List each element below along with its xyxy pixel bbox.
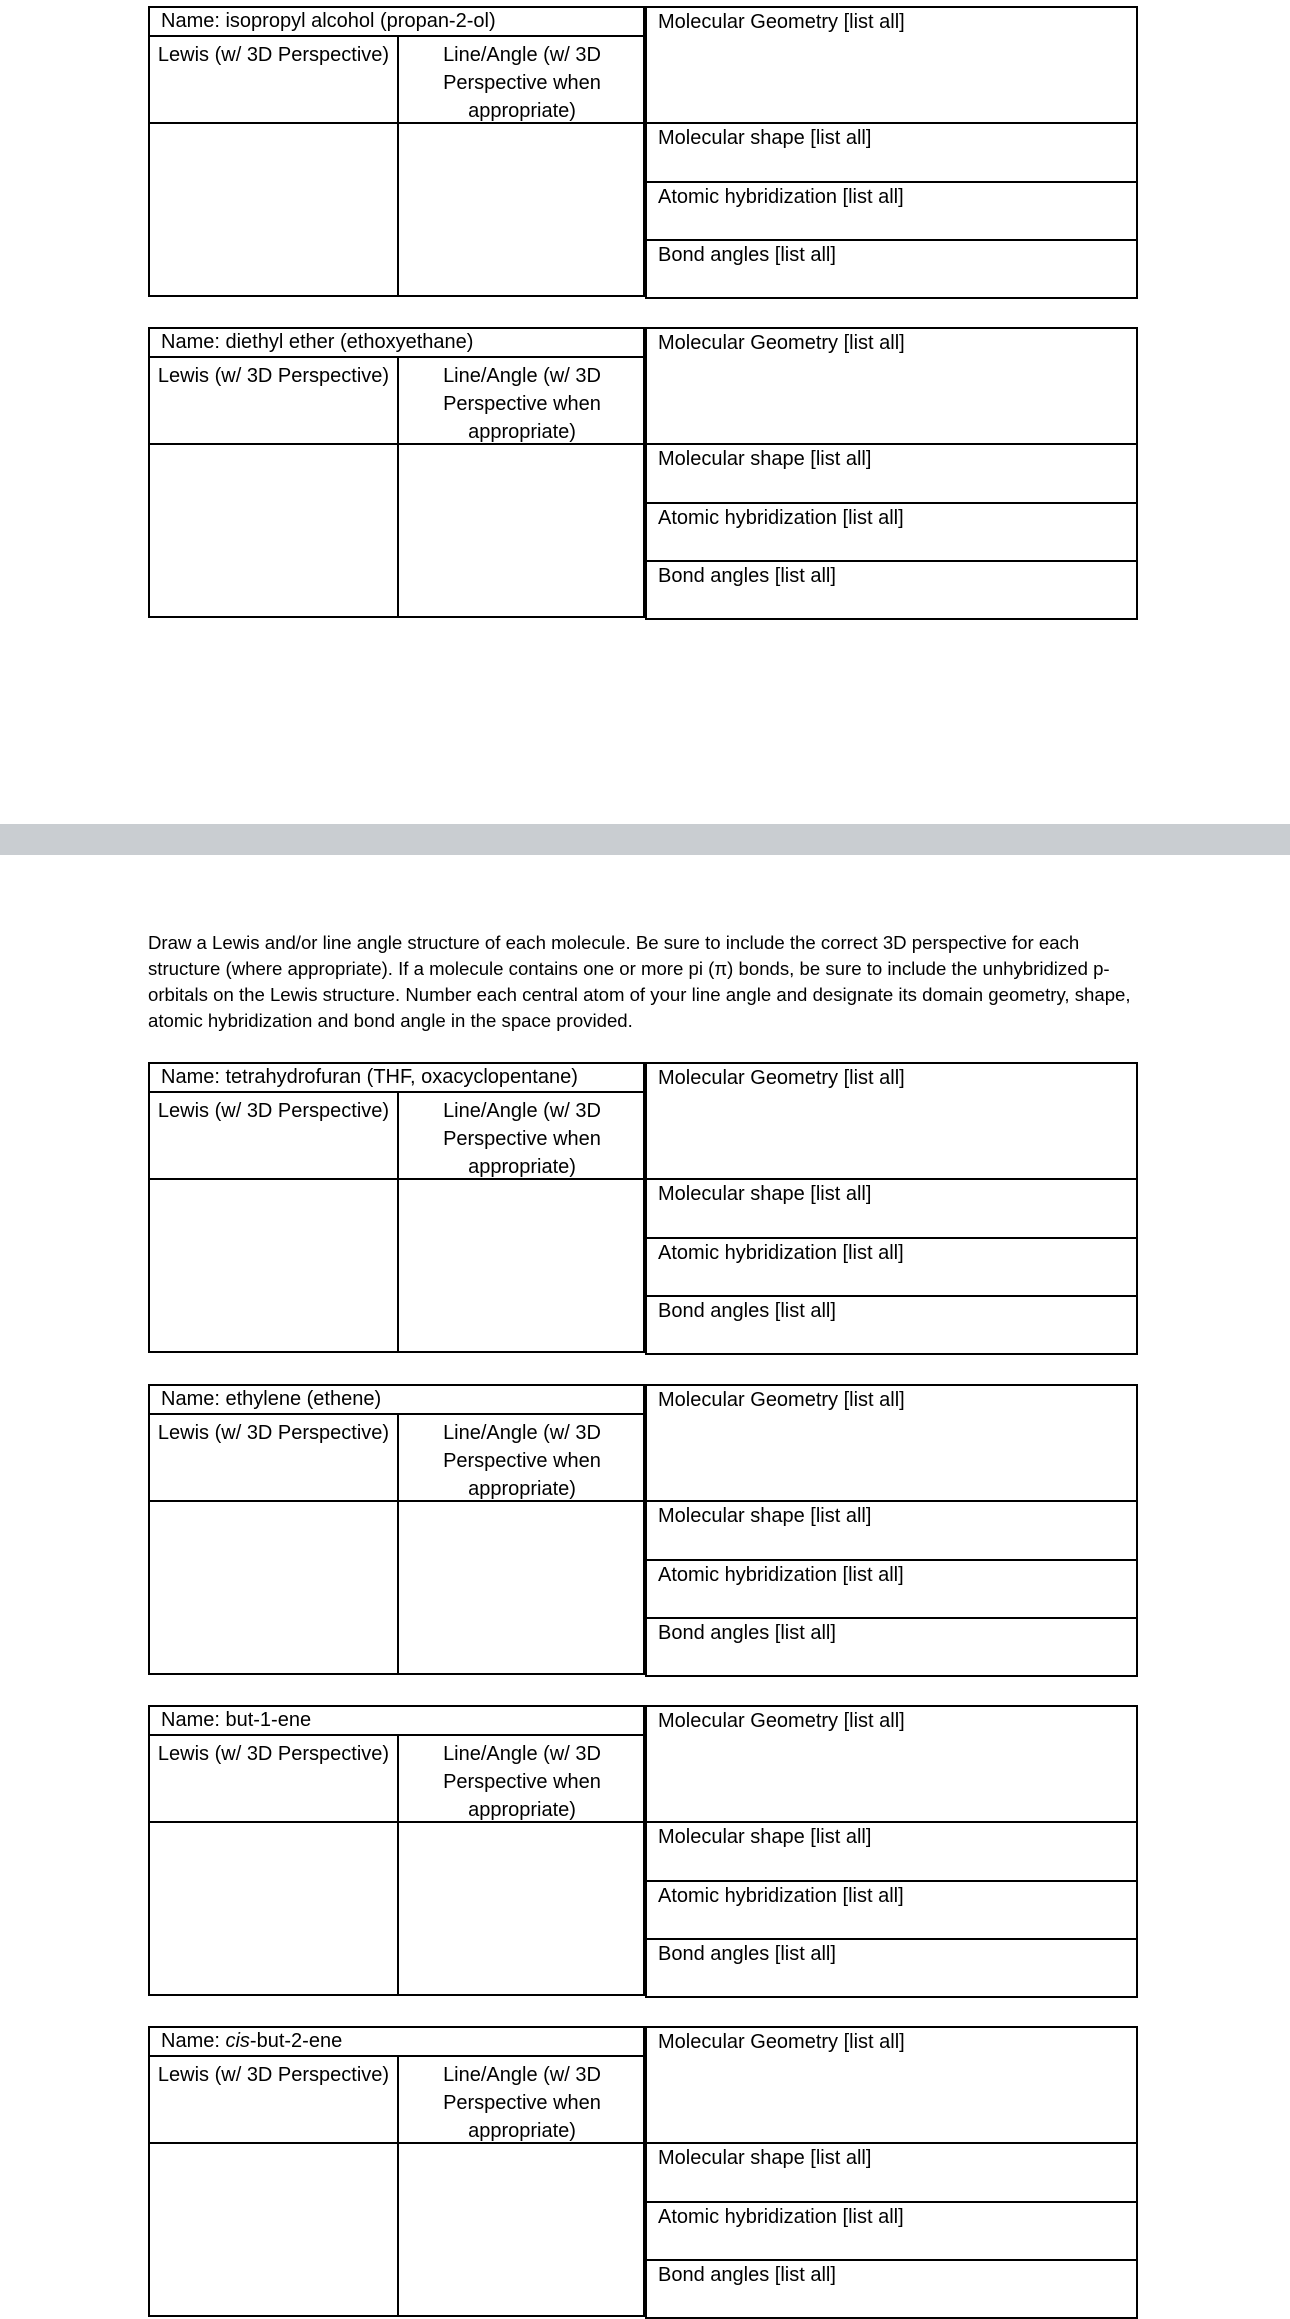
molecule-name-value: isopropyl alcohol (propan-2-ol)	[225, 10, 496, 32]
properties-panel	[645, 1705, 1138, 1998]
name-label: Name:	[161, 10, 226, 32]
structure-panel	[148, 2026, 645, 2317]
properties-panel	[645, 2026, 1138, 2319]
molecule-worksheet	[148, 1384, 1138, 1677]
bond-angles-cell: Bond angles [list all]	[658, 1622, 836, 1644]
molecule-name	[150, 1386, 643, 1415]
molecular-geometry-cell: Molecular Geometry [list all]	[647, 1064, 1136, 1180]
name-label: Name:	[161, 1709, 226, 1731]
molecular-geometry-cell: Molecular Geometry [list all]	[647, 1386, 1136, 1502]
atomic-hybridization-cell: Atomic hybridization [list all]	[647, 504, 1136, 562]
structure-panel	[148, 1062, 645, 1353]
molecular-shape-cell: Molecular shape [list all]	[647, 124, 1136, 183]
bond-angles-cell: Bond angles [list all]	[658, 2264, 836, 2286]
molecule-name-value: diethyl ether (ethoxyethane)	[225, 331, 474, 353]
bond-angles-cell: Bond angles [list all]	[658, 1300, 836, 1322]
molecule-name	[150, 1707, 643, 1736]
molecule-name-value: -but-2-ene	[249, 2030, 343, 2052]
molecular-geometry-cell: Molecular Geometry [list all]	[647, 8, 1136, 124]
line-angle-header: Line/Angle (w/ 3D Perspective when appropriate)	[443, 1743, 601, 1821]
molecular-geometry-cell: Molecular Geometry [list all]	[647, 2028, 1136, 2144]
structure-panel	[148, 6, 645, 297]
atomic-hybridization-cell: Atomic hybridization [list all]	[647, 2203, 1136, 2261]
molecule-worksheet	[148, 2026, 1138, 2319]
lewis-header: Lewis (w/ 3D Perspective)	[157, 1422, 390, 1444]
lewis-header: Lewis (w/ 3D Perspective)	[157, 1743, 390, 1765]
molecule-worksheet	[148, 6, 1138, 299]
molecule-worksheet	[148, 1062, 1138, 1355]
lewis-header: Lewis (w/ 3D Perspective)	[157, 365, 390, 387]
name-label: Name:	[161, 1066, 226, 1088]
name-label: Name:	[161, 2030, 226, 2052]
structure-panel	[148, 1705, 645, 1996]
molecular-geometry-cell: Molecular Geometry [list all]	[647, 1707, 1136, 1823]
properties-panel	[645, 327, 1138, 620]
molecular-shape-cell: Molecular shape [list all]	[647, 1823, 1136, 1882]
atomic-hybridization-cell: Atomic hybridization [list all]	[647, 1239, 1136, 1297]
line-angle-header: Line/Angle (w/ 3D Perspective when appropriate)	[443, 365, 601, 443]
structure-panel	[148, 1384, 645, 1675]
line-angle-header: Line/Angle (w/ 3D Perspective when appropriate)	[443, 44, 601, 122]
properties-panel	[645, 6, 1138, 299]
molecular-geometry-cell: Molecular Geometry [list all]	[647, 329, 1136, 445]
lewis-header: Lewis (w/ 3D Perspective)	[157, 1100, 390, 1122]
atomic-hybridization-cell: Atomic hybridization [list all]	[647, 1561, 1136, 1619]
molecule-worksheet	[148, 327, 1138, 620]
molecule-name-italic: cis	[225, 2030, 250, 2052]
atomic-hybridization-cell: Atomic hybridization [list all]	[647, 1882, 1136, 1940]
properties-panel	[645, 1062, 1138, 1355]
molecular-shape-cell: Molecular shape [list all]	[647, 445, 1136, 504]
name-label: Name:	[161, 331, 226, 353]
bond-angles-cell: Bond angles [list all]	[658, 565, 836, 587]
molecular-shape-cell: Molecular shape [list all]	[647, 2144, 1136, 2203]
name-label: Name:	[161, 1388, 226, 1410]
molecule-name	[150, 2028, 643, 2057]
lewis-header: Lewis (w/ 3D Perspective)	[157, 2064, 390, 2086]
line-angle-header: Line/Angle (w/ 3D Perspective when appropriate)	[443, 1100, 601, 1178]
atomic-hybridization-cell: Atomic hybridization [list all]	[647, 183, 1136, 241]
molecule-name-value: but-1-ene	[225, 1709, 312, 1731]
properties-panel	[645, 1384, 1138, 1677]
line-angle-header: Line/Angle (w/ 3D Perspective when appropriate)	[443, 1422, 601, 1500]
lewis-header: Lewis (w/ 3D Perspective)	[157, 44, 390, 66]
molecule-name	[150, 8, 643, 37]
page-break	[0, 824, 1290, 855]
molecule-name-value: ethylene (ethene)	[225, 1388, 382, 1410]
line-angle-header: Line/Angle (w/ 3D Perspective when appropriate)	[443, 2064, 601, 2142]
structure-panel	[148, 327, 645, 618]
molecule-name	[150, 329, 643, 358]
molecular-shape-cell: Molecular shape [list all]	[647, 1180, 1136, 1239]
bond-angles-cell: Bond angles [list all]	[658, 1943, 836, 1965]
molecular-shape-cell: Molecular shape [list all]	[647, 1502, 1136, 1561]
molecule-worksheet	[148, 1705, 1138, 1998]
instructions: Draw a Lewis and/or line angle structure of each molecule. Be sure to include the correct 3D perspective for each structure (where appropriate). If a molecule contains one or more pi (π) bonds, be sure to include the unhybridized p-orbitals on the Lewis structure. Number each central atom of your line angle and designate its domain geometry, shape, atomic hybridization and bond angle in the space provided.	[148, 932, 1131, 1031]
molecule-name	[150, 1064, 643, 1093]
bond-angles-cell: Bond angles [list all]	[658, 244, 836, 266]
molecule-name-value: tetrahydrofuran (THF, oxacyclopentane)	[225, 1066, 578, 1088]
